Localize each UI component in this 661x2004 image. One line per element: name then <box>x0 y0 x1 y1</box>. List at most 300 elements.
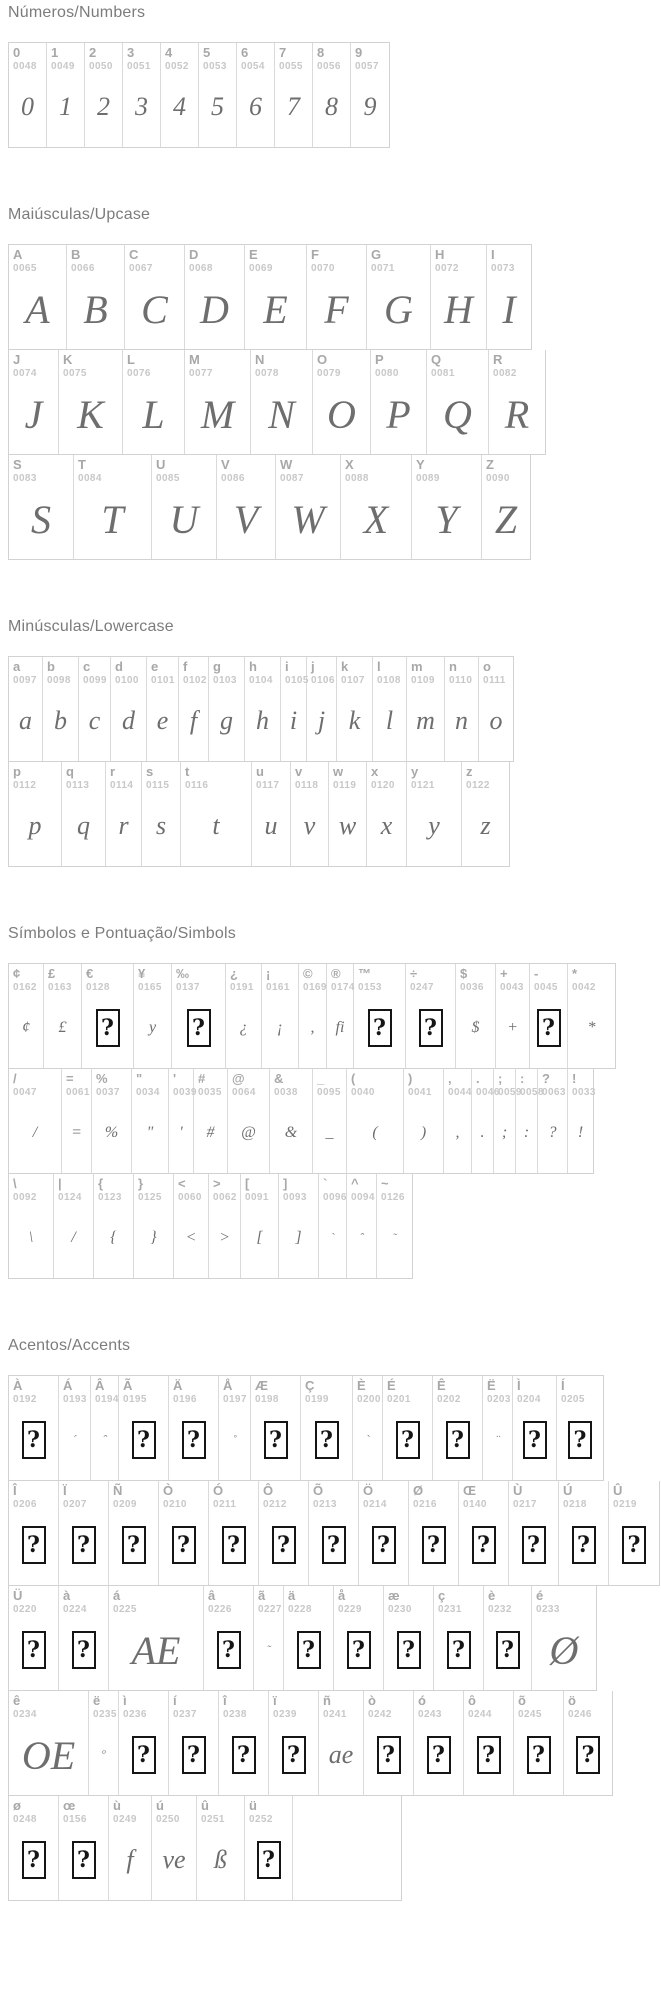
glyph-cell <box>119 1376 169 1480</box>
glyph-cell <box>351 43 389 147</box>
font-glyph: / <box>32 1124 38 1142</box>
glyph-cell <box>62 1069 92 1173</box>
cell-glyph-area <box>448 1099 469 1169</box>
cell-unicode-label: 0101 <box>151 675 175 687</box>
glyph-cell <box>609 1481 659 1585</box>
cell-glyph-area <box>468 1721 511 1791</box>
cell-unicode-label: 0058 <box>520 1087 544 1099</box>
cell-glyph-area <box>66 1099 89 1169</box>
cell-glyph-area <box>331 994 351 1064</box>
glyph-cell <box>307 245 367 349</box>
glyph-cell <box>307 657 337 761</box>
font-glyph: W <box>291 496 325 542</box>
glyph-cell <box>269 1691 319 1795</box>
glyph-cell <box>367 245 431 349</box>
glyph-cell <box>313 1069 347 1173</box>
cell-char-label: Ë <box>487 1378 496 1393</box>
cell-char-label: k <box>341 659 349 674</box>
font-glyph: ; <box>501 1124 508 1142</box>
cell-unicode-label: 0231 <box>438 1604 462 1616</box>
glyph-cell <box>9 43 47 147</box>
cell-unicode-label: 0040 <box>351 1087 375 1099</box>
cell-char-label: ù <box>113 1798 121 1813</box>
cell-unicode-label: 0126 <box>381 1192 405 1204</box>
cell-char-label: Ü <box>13 1588 23 1603</box>
font-glyph: O <box>327 391 356 437</box>
cell-char-label: A <box>13 247 23 262</box>
cell-char-label: * <box>572 966 578 981</box>
cell-unicode-label: 0246 <box>568 1709 592 1721</box>
cell-char-label: â <box>208 1588 216 1603</box>
cell-glyph-area <box>66 792 103 862</box>
cell-glyph-area <box>230 994 259 1064</box>
cell-glyph-area <box>517 1406 554 1476</box>
notdef-glyph: ? <box>122 1526 146 1564</box>
cell-glyph-area <box>163 1511 206 1581</box>
cell-char-label: O <box>317 352 328 367</box>
cell-unicode-label: 0199 <box>305 1394 329 1406</box>
cell-char-label: Ù <box>513 1483 523 1498</box>
glyph-cell <box>245 657 281 761</box>
font-glyph: c <box>88 706 101 736</box>
cell-glyph-area <box>295 792 326 862</box>
glyph-cell <box>134 964 172 1068</box>
cell-glyph-area <box>303 994 324 1064</box>
cell-glyph-area <box>189 380 248 450</box>
cell-char-label: Ì <box>517 1378 521 1393</box>
cell-glyph-area <box>255 380 310 450</box>
notdef-glyph: ? <box>447 1631 471 1669</box>
cell-char-label: ( <box>351 1071 356 1086</box>
cell-unicode-label: 0194 <box>95 1394 119 1406</box>
cell-unicode-label: 0233 <box>536 1604 560 1616</box>
cell-glyph-area <box>127 380 182 450</box>
cell-glyph-area <box>487 1406 510 1476</box>
glyph-cell <box>409 1481 459 1585</box>
cell-glyph-area <box>127 73 158 143</box>
font-glyph: 3 <box>135 92 148 122</box>
cell-char-label: Ä <box>173 1378 183 1393</box>
cell-char-label: l <box>377 659 381 674</box>
cell-char-label: i <box>285 659 289 674</box>
cell-glyph-area <box>357 1406 380 1476</box>
cell-char-label: £ <box>48 966 56 981</box>
glyph-cell <box>59 1586 109 1690</box>
glyph-cell <box>174 1174 209 1278</box>
cell-glyph-area <box>71 275 122 345</box>
cell-glyph-area <box>110 792 139 862</box>
notdef-glyph: ? <box>372 1526 396 1564</box>
glyph-cell <box>509 1481 559 1585</box>
cell-unicode-label: 0097 <box>13 675 37 687</box>
font-glyph: y <box>428 811 440 841</box>
cell-char-label: I <box>491 247 495 262</box>
glyph-cell <box>487 245 531 349</box>
cell-glyph-area <box>13 1826 56 1896</box>
cell-unicode-label: 0119 <box>333 780 357 792</box>
glyph-cell <box>59 1481 109 1585</box>
font-glyph: a <box>19 706 32 736</box>
cell-glyph-area <box>223 1721 266 1791</box>
cell-unicode-label: 0248 <box>13 1814 37 1826</box>
glyph-cell <box>483 1376 513 1480</box>
glyph-cell <box>209 657 245 761</box>
glyph-row <box>8 963 616 1069</box>
glyph-cell <box>185 245 245 349</box>
font-glyph: o <box>489 706 503 736</box>
font-glyph: r <box>118 811 129 841</box>
cell-unicode-label: 0041 <box>408 1087 432 1099</box>
glyph-cell <box>199 43 237 147</box>
cell-glyph-area <box>86 994 131 1064</box>
glyph-cell <box>407 762 462 866</box>
cell-unicode-label: 0050 <box>89 61 113 73</box>
cell-char-label: Ú <box>563 1483 573 1498</box>
cell-glyph-area <box>138 1204 171 1274</box>
font-glyph: { <box>110 1229 117 1247</box>
glyph-cell <box>334 1586 384 1690</box>
cell-unicode-label: 0059 <box>498 1087 522 1099</box>
glyph-cell <box>353 1376 383 1480</box>
cell-glyph-area <box>13 994 41 1064</box>
font-glyph: } <box>150 1229 157 1247</box>
notdef-glyph: ? <box>72 1526 96 1564</box>
glyph-cell <box>456 964 496 1068</box>
glyph-cell <box>427 350 489 454</box>
cell-char-label: [ <box>245 1176 250 1191</box>
glyph-cell <box>564 1691 612 1795</box>
glyph-cell <box>412 455 482 559</box>
cell-unicode-label: 0072 <box>435 263 459 275</box>
cell-unicode-label: 0232 <box>488 1604 512 1616</box>
cell-glyph-area <box>98 1204 131 1274</box>
cell-char-label: x <box>371 764 379 779</box>
glyph-cell <box>347 1174 377 1278</box>
charmap-section <box>8 618 661 867</box>
font-glyph: AE <box>131 1627 181 1673</box>
cell-glyph-area <box>129 275 182 345</box>
glyph-cell <box>406 964 456 1068</box>
glyph-cell <box>329 762 367 866</box>
font-glyph: ) <box>420 1124 427 1142</box>
cell-glyph-area <box>345 485 409 555</box>
cell-glyph-area <box>258 1616 281 1686</box>
glyph-cell <box>9 245 67 349</box>
cell-unicode-label: 0102 <box>183 675 207 687</box>
glyph-cell <box>9 455 74 559</box>
glyph-cell <box>384 1586 434 1690</box>
glyph-cell <box>513 1376 557 1480</box>
glyph-cell <box>9 1586 59 1690</box>
cell-glyph-area <box>93 1721 116 1791</box>
glyph-cell <box>530 964 568 1068</box>
cell-glyph-area <box>63 1826 106 1896</box>
cell-glyph-area <box>213 687 242 757</box>
cell-unicode-label: 0060 <box>178 1192 202 1204</box>
cell-glyph-area <box>568 1721 610 1791</box>
cell-unicode-label: 0057 <box>355 61 379 73</box>
notdef-glyph: ? <box>396 1421 420 1459</box>
cell-char-label: @ <box>232 1071 245 1086</box>
cell-char-label: 2 <box>89 45 97 60</box>
font-glyph: R <box>504 391 530 437</box>
font-glyph: N <box>268 391 295 437</box>
glyph-cell <box>59 1796 109 1900</box>
cell-unicode-label: 0209 <box>113 1499 137 1511</box>
cell-char-label: y <box>411 764 419 779</box>
glyph-cell <box>327 964 354 1068</box>
glyph-cell <box>262 964 299 1068</box>
font-glyph: Z <box>494 496 518 542</box>
cell-glyph-area <box>47 687 76 757</box>
notdef-glyph: ? <box>232 1736 256 1774</box>
cell-glyph-area <box>176 994 223 1064</box>
cell-unicode-label: 0046 <box>476 1087 500 1099</box>
cell-char-label: ' <box>173 1071 177 1086</box>
cell-glyph-area <box>387 1406 430 1476</box>
glyph-cell <box>299 964 327 1068</box>
cell-char-label: 5 <box>203 45 211 60</box>
cell-char-label: ü <box>249 1798 257 1813</box>
font-glyph: h <box>256 706 269 736</box>
cell-char-label: p <box>13 764 21 779</box>
glyph-cell <box>538 1069 568 1173</box>
font-glyph: ve <box>162 1845 186 1875</box>
cell-char-label: œ <box>63 1798 76 1813</box>
cell-char-label: Ç <box>305 1378 315 1393</box>
glyph-cell <box>9 1376 59 1480</box>
cell-char-label: Ã <box>123 1378 133 1393</box>
glyph-cell <box>185 350 251 454</box>
glyph-cell <box>217 455 276 559</box>
cell-unicode-label: 0201 <box>387 1394 411 1406</box>
font-glyph: q <box>77 811 90 841</box>
section-title: Maiúsculas/Upcase <box>8 206 151 223</box>
glyph-cell <box>82 964 134 1068</box>
cell-char-label: Õ <box>313 1483 324 1498</box>
cell-glyph-area <box>449 687 476 757</box>
glyph-cell <box>85 43 123 147</box>
cell-glyph-area <box>410 994 453 1064</box>
glyph-cell <box>9 350 59 454</box>
glyph-cell <box>194 1069 228 1173</box>
font-glyph: S <box>31 496 51 542</box>
charmap-section <box>8 925 661 1279</box>
cell-glyph-area <box>203 73 234 143</box>
cell-unicode-label: 0094 <box>351 1192 375 1204</box>
cell-unicode-label: 0100 <box>115 675 139 687</box>
font-glyph: 4 <box>173 92 186 122</box>
glyph-row <box>8 1069 594 1174</box>
cell-unicode-label: 0044 <box>448 1087 472 1099</box>
cell-char-label: # <box>198 1071 206 1086</box>
cell-unicode-label: 0124 <box>58 1192 82 1204</box>
charmap-section <box>8 1337 661 1901</box>
glyph-cell <box>514 1691 564 1795</box>
cell-glyph-area <box>201 1826 242 1896</box>
glyph-row <box>8 1481 660 1586</box>
cell-unicode-label: 0200 <box>357 1394 381 1406</box>
font-glyph: H <box>444 286 473 332</box>
cell-char-label: R <box>493 352 503 367</box>
cell-unicode-label: 0081 <box>431 368 455 380</box>
cell-char-label: ™ <box>358 966 371 981</box>
cell-char-label: á <box>113 1588 121 1603</box>
cell-char-label: ~ <box>381 1176 389 1191</box>
glyph-cell <box>181 762 252 866</box>
font-glyph: t <box>212 811 220 841</box>
notdef-glyph: ? <box>368 1009 392 1047</box>
cell-unicode-label: 0075 <box>63 368 87 380</box>
cell-char-label: 3 <box>127 45 135 60</box>
cell-unicode-label: 0247 <box>410 982 434 994</box>
cell-unicode-label: 0204 <box>517 1394 541 1406</box>
cell-char-label: a <box>13 659 21 674</box>
cell-glyph-area <box>89 73 120 143</box>
notdef-glyph: ? <box>187 1009 211 1047</box>
cell-glyph-area <box>435 275 484 345</box>
notdef-glyph: ? <box>217 1631 241 1669</box>
cell-char-label: z <box>466 764 473 779</box>
glyph-cell <box>109 1481 159 1585</box>
font-glyph: D <box>200 286 229 332</box>
cell-glyph-area <box>83 687 108 757</box>
cell-unicode-label: 0062 <box>213 1192 237 1204</box>
cell-unicode-label: 0068 <box>189 263 213 275</box>
cell-char-label: { <box>98 1176 104 1191</box>
cell-unicode-label: 0217 <box>513 1499 537 1511</box>
font-glyph: ¿ <box>239 1019 248 1037</box>
notdef-glyph: ? <box>22 1421 46 1459</box>
font-glyph: _ <box>325 1124 334 1142</box>
notdef-glyph: ? <box>527 1736 551 1774</box>
cell-unicode-label: 0125 <box>138 1192 162 1204</box>
cell-glyph-area <box>156 1826 194 1896</box>
cell-unicode-label: 0108 <box>377 675 401 687</box>
cell-glyph-area <box>113 1826 149 1896</box>
cell-unicode-label: 0197 <box>223 1394 247 1406</box>
cell-glyph-area <box>63 380 120 450</box>
glyph-cell <box>219 1376 251 1480</box>
cell-unicode-label: 0229 <box>338 1604 362 1616</box>
glyph-cell <box>341 455 412 559</box>
font-glyph: < <box>185 1229 197 1247</box>
cell-glyph-area <box>165 73 196 143</box>
cell-glyph-area <box>123 1406 166 1476</box>
font-glyph: l <box>385 706 394 736</box>
cell-unicode-label: 0039 <box>173 1087 197 1099</box>
notdef-glyph: ? <box>22 1526 46 1564</box>
cell-unicode-label: 0056 <box>317 61 341 73</box>
cell-glyph-area <box>183 687 206 757</box>
glyph-cell <box>568 964 615 1068</box>
cell-unicode-label: 0218 <box>563 1499 587 1511</box>
glyph-cell <box>407 657 445 761</box>
cell-char-label: > <box>213 1176 221 1191</box>
cell-unicode-label: 0137 <box>176 982 200 994</box>
cell-char-label: " <box>136 1071 143 1086</box>
font-glyph: . <box>480 1124 485 1142</box>
cell-unicode-label: 0121 <box>411 780 435 792</box>
cell-glyph-area <box>221 485 273 555</box>
font-glyph: [ <box>256 1229 263 1247</box>
glyph-cell <box>377 1174 412 1278</box>
cell-unicode-label: 0076 <box>127 368 151 380</box>
cell-unicode-label: 0250 <box>156 1814 180 1826</box>
cell-char-label: - <box>534 966 539 981</box>
font-glyph: d <box>122 706 135 736</box>
glyph-cell <box>92 1069 132 1173</box>
glyph-cell <box>209 1174 241 1278</box>
cell-glyph-area <box>371 275 428 345</box>
glyph-cell <box>197 1796 245 1900</box>
cell-unicode-label: 0090 <box>486 473 510 485</box>
cell-char-label: 7 <box>279 45 287 60</box>
cell-unicode-label: 0085 <box>156 473 180 485</box>
cell-char-label: ö <box>568 1693 576 1708</box>
font-glyph: fi <box>335 1019 345 1037</box>
font-glyph: ' <box>179 1124 183 1142</box>
notdef-glyph: ? <box>282 1736 306 1774</box>
cell-unicode-label: 0245 <box>518 1709 542 1721</box>
cell-unicode-label: 0118 <box>295 780 319 792</box>
notdef-glyph: ? <box>72 1631 96 1669</box>
cell-char-label: Ñ <box>113 1483 123 1498</box>
glyph-cell <box>301 1376 353 1480</box>
cell-char-label: À <box>13 1378 23 1393</box>
cell-glyph-area <box>466 792 507 862</box>
cell-glyph-area <box>313 1511 356 1581</box>
glyph-row <box>8 1691 613 1796</box>
cell-unicode-label: 0107 <box>341 675 365 687</box>
font-glyph: Y <box>435 496 458 542</box>
glyph-cell <box>484 1586 532 1690</box>
cell-char-label: ¿ <box>230 966 238 981</box>
font-glyph: P <box>386 391 411 437</box>
cell-char-label: v <box>295 764 303 779</box>
cell-glyph-area <box>249 275 304 345</box>
glyph-cell <box>383 1376 433 1480</box>
cell-glyph-area <box>13 485 71 555</box>
cell-glyph-area <box>13 1406 56 1476</box>
font-glyph: " <box>146 1124 154 1142</box>
cell-glyph-area <box>13 1616 56 1686</box>
font-glyph: Q <box>443 391 472 437</box>
notdef-glyph: ? <box>568 1421 592 1459</box>
font-glyph: p <box>28 811 42 841</box>
cell-char-label: Ô <box>263 1483 274 1498</box>
font-glyph: 8 <box>325 92 338 122</box>
cell-char-label: ¡ <box>266 966 271 981</box>
cell-char-label: Ò <box>163 1483 174 1498</box>
cell-char-label: n <box>449 659 457 674</box>
glyph-cell <box>354 964 406 1068</box>
cell-unicode-label: 0195 <box>123 1394 147 1406</box>
glyph-row <box>8 350 546 455</box>
glyph-cell <box>132 1069 169 1173</box>
cell-glyph-area <box>411 687 442 757</box>
cell-unicode-label: 0098 <box>47 675 71 687</box>
cell-unicode-label: 0086 <box>221 473 245 485</box>
cell-unicode-label: 0037 <box>96 1087 120 1099</box>
glyph-cell <box>241 1174 279 1278</box>
glyph-cell <box>142 762 181 866</box>
glyph-cell <box>89 1691 119 1795</box>
notdef-glyph: ? <box>22 1631 46 1669</box>
font-glyph: ˚ <box>232 1432 237 1448</box>
cell-char-label: ; <box>498 1071 503 1086</box>
font-glyph: ` <box>365 1432 370 1448</box>
